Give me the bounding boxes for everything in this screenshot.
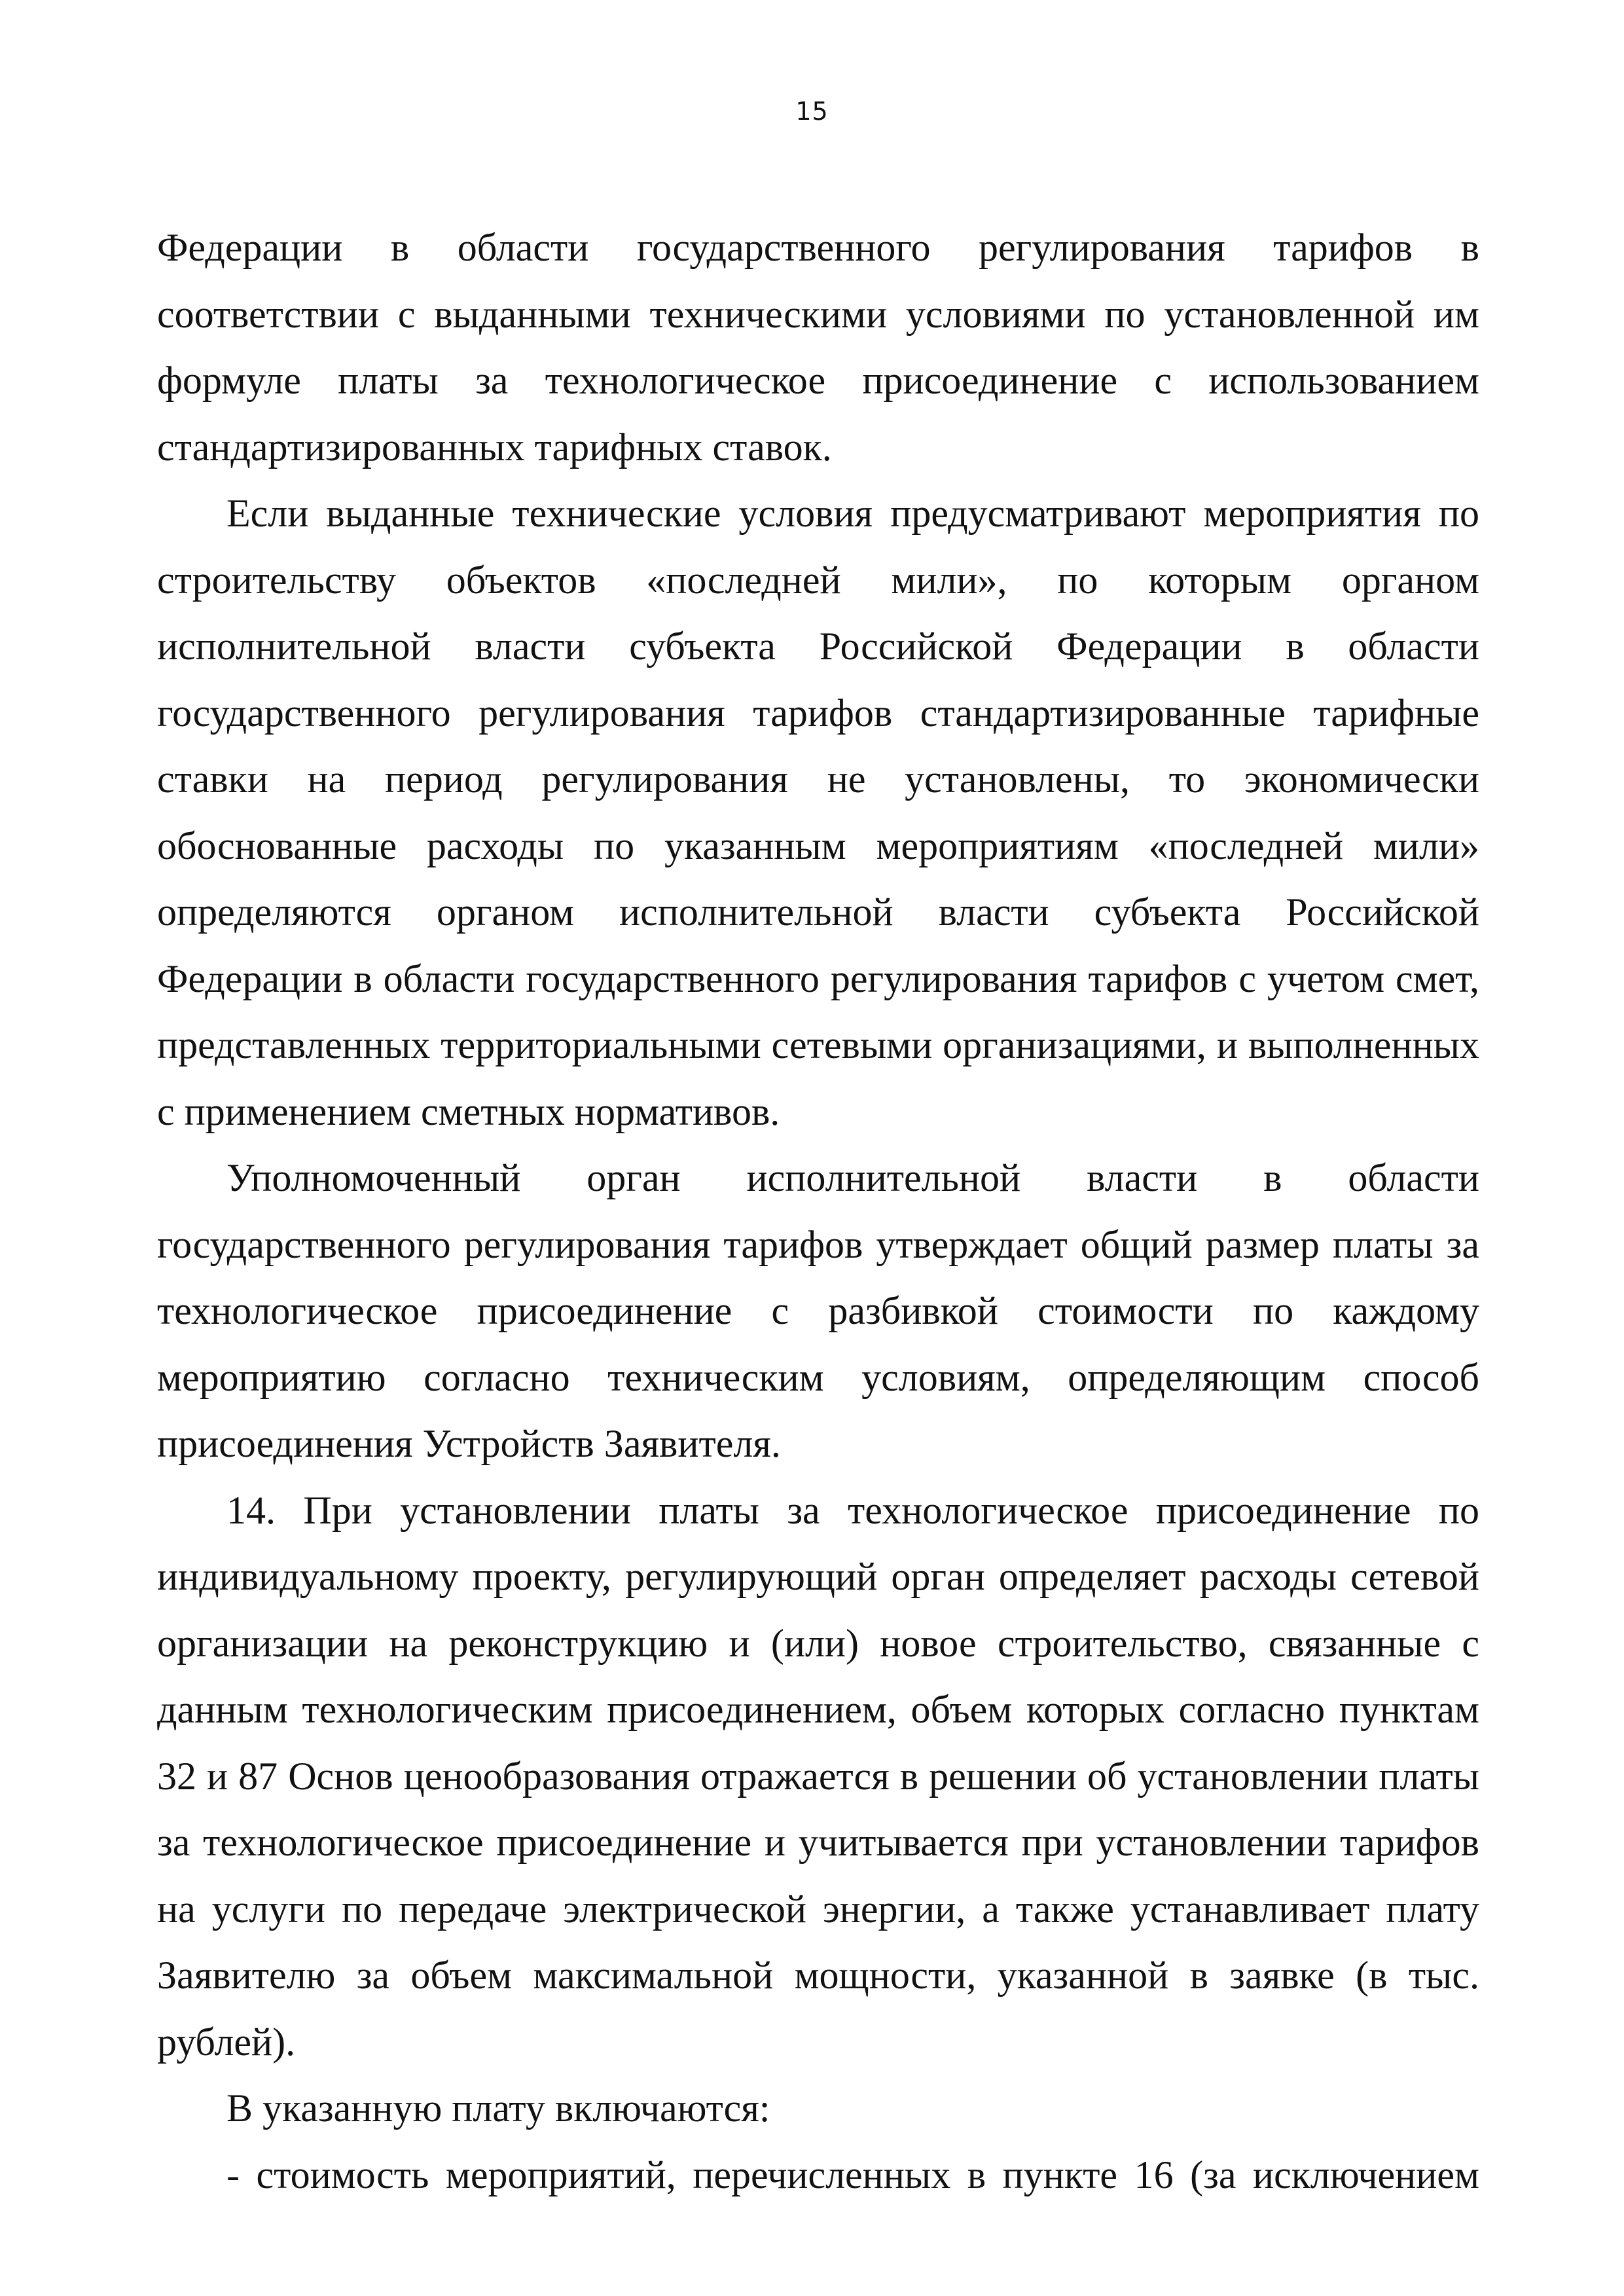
paragraph-item-14: 14. При установлении платы за технологическое присоединение по индивидуальному проекту, регулирующий орган определяет расходы сетевой организации на реконструкцию и (или) новое строительство, связанные с данным технологическим присоединением, объем которых согласно пунктам 32 и 87 Основ ценообразования отражается в решении об установлении платы за технологическое присоединение и учитывается при установлении тарифов на услуги по передаче электрической энергии, а также устанавливает плату Заявителю за объем максимальной мощности, указанной в заявке (в тыс. рублей). [157,1488,1479,2064]
document-body [157,215,1479,2208]
paragraph-included-intro: В указанную плату включаются: [226,2086,770,2130]
list-item-cost-of-measures: - стоимость мероприятий, перечисленных в пункте 16 (за исключением [226,2153,1479,2196]
paragraph-authorized-body: Уполномоченный орган исполнительной власти в области государственного регулирования тарифов утверждает общий размер платы за технологическое присоединение с разбивкой стоимости по каждому мероприятию согласно техническим условиям, определяющим способ присоединения Устройств Заявителя. [157,1156,1479,1465]
page-number: 15 [795,97,829,126]
paragraph-continuation: Федерации в области государственного регулирования тарифов в соответствии с выданными техническими условиями по установленной им формуле платы за технологическое присоединение с использованием стандартизированных тарифных ставок. [157,226,1479,469]
paragraph-last-mile: Если выданные технические условия предусматривают мероприятия по строительству объектов «последней мили», по которым органом исполнительной власти субъекта Российской Федерации в области государственного регулирования тарифов стандартизированные тарифные ставки на период регулирования не установлены, то экономически обоснованные расходы по указанным мероприятиям «последней мили» определяются органом исполнительной власти субъекта Российской Федерации в области государственного регулирования тарифов с учетом смет, представленных территориальными сетевыми организациями, и выполненных с применением сметных нормативов. [157,492,1479,1133]
